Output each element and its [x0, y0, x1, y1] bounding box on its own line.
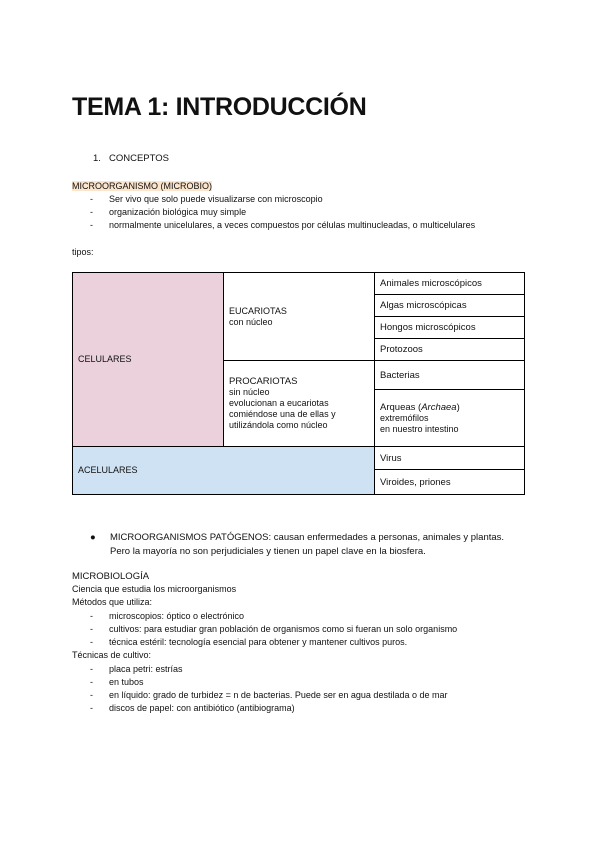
section-number: 1. [93, 153, 101, 164]
section-label: CONCEPTOS [109, 153, 170, 164]
tecnicas-list [90, 663, 447, 715]
procariotas-title: PROCARIOTAS [229, 376, 298, 387]
microbiologia-def: Ciencia que estudia los microorganismos [72, 584, 237, 594]
acelulares-cell: ACELULARES [73, 447, 375, 495]
list-item: - Ser vivo que solo puede visualizarse con microscopio [90, 193, 475, 206]
classification-table [72, 272, 525, 495]
arqueas-line: en nuestro intestino [380, 423, 459, 434]
list-item: - discos de papel: con antibiótico (antibiograma) [90, 702, 447, 715]
organism-cell: Viroides, priones [375, 470, 525, 495]
organism-cell: Virus [375, 447, 525, 470]
procariotas-line: utilizándola como núcleo [229, 420, 328, 430]
list-item: - microscopios: óptico o electrónico [90, 610, 457, 623]
tipos-label: tipos: [72, 247, 94, 257]
arqueas-cell [375, 390, 525, 447]
patogenos-line: MICROORGANISMOS PATÓGENOS: causan enfermedades a personas, animales y plantas. [110, 532, 505, 543]
eucariotas-cell [224, 273, 375, 361]
procariotas-line: evolucionan a eucariotas [229, 398, 329, 408]
microbiologia-heading: MICROBIOLOGÍA [72, 571, 150, 582]
celulares-cell: CELULARES [73, 273, 224, 447]
procariotas-line: comiéndose una de ellas y [229, 409, 336, 419]
microorganismo-heading [72, 181, 212, 192]
eucariotas-desc: con núcleo [229, 316, 273, 327]
list-item: - en tubos [90, 676, 447, 689]
procariotas-cell [224, 361, 375, 447]
arqueas-title: Arqueas (Archaea) [380, 401, 460, 413]
microorganismo-list [90, 193, 475, 232]
list-item: - técnica estéril: tecnología esencial para obtener y mantener cultivos puros. [90, 636, 457, 649]
bullet-icon: ● [90, 532, 96, 543]
organism-cell: Animales microscópicos [375, 273, 525, 295]
eucariotas-title: EUCARIOTAS [229, 305, 287, 316]
arqueas-line: extremófilos [380, 412, 429, 423]
organism-cell: Algas microscópicas [375, 295, 525, 317]
patogenos-text [110, 531, 504, 559]
metodos-label: Métodos que utiliza: [72, 597, 153, 607]
page-title: TEMA 1: INTRODUCCIÓN [72, 93, 367, 121]
organism-cell: Hongos microscópicos [375, 317, 525, 339]
list-item: - placa petri: estrías [90, 663, 447, 676]
highlighted-term: MICROORGANISMO (MICROBIO) [72, 181, 212, 191]
organism-cell: Bacterias [375, 361, 525, 390]
list-item: - cultivos: para estudiar gran población de organismos como si fueran un solo organismo [90, 623, 457, 636]
list-item: - normalmente unicelulares, a veces compuestos por células multinucleadas, o multicelulares [90, 219, 475, 232]
tecnicas-label: Técnicas de cultivo: [72, 650, 152, 660]
procariotas-line: sin núcleo [229, 387, 270, 397]
section-heading [93, 153, 169, 164]
list-item: - organización biológica muy simple [90, 206, 475, 219]
patogenos-line: Pero la mayoría no son perjudiciales y tienen un papel clave en la biosfera. [110, 546, 426, 557]
list-item: - en líquido: grado de turbidez = n de bacterias. Puede ser en agua destilada o de mar [90, 689, 447, 702]
organism-cell: Protozoos [375, 339, 525, 361]
metodos-list [90, 610, 457, 649]
